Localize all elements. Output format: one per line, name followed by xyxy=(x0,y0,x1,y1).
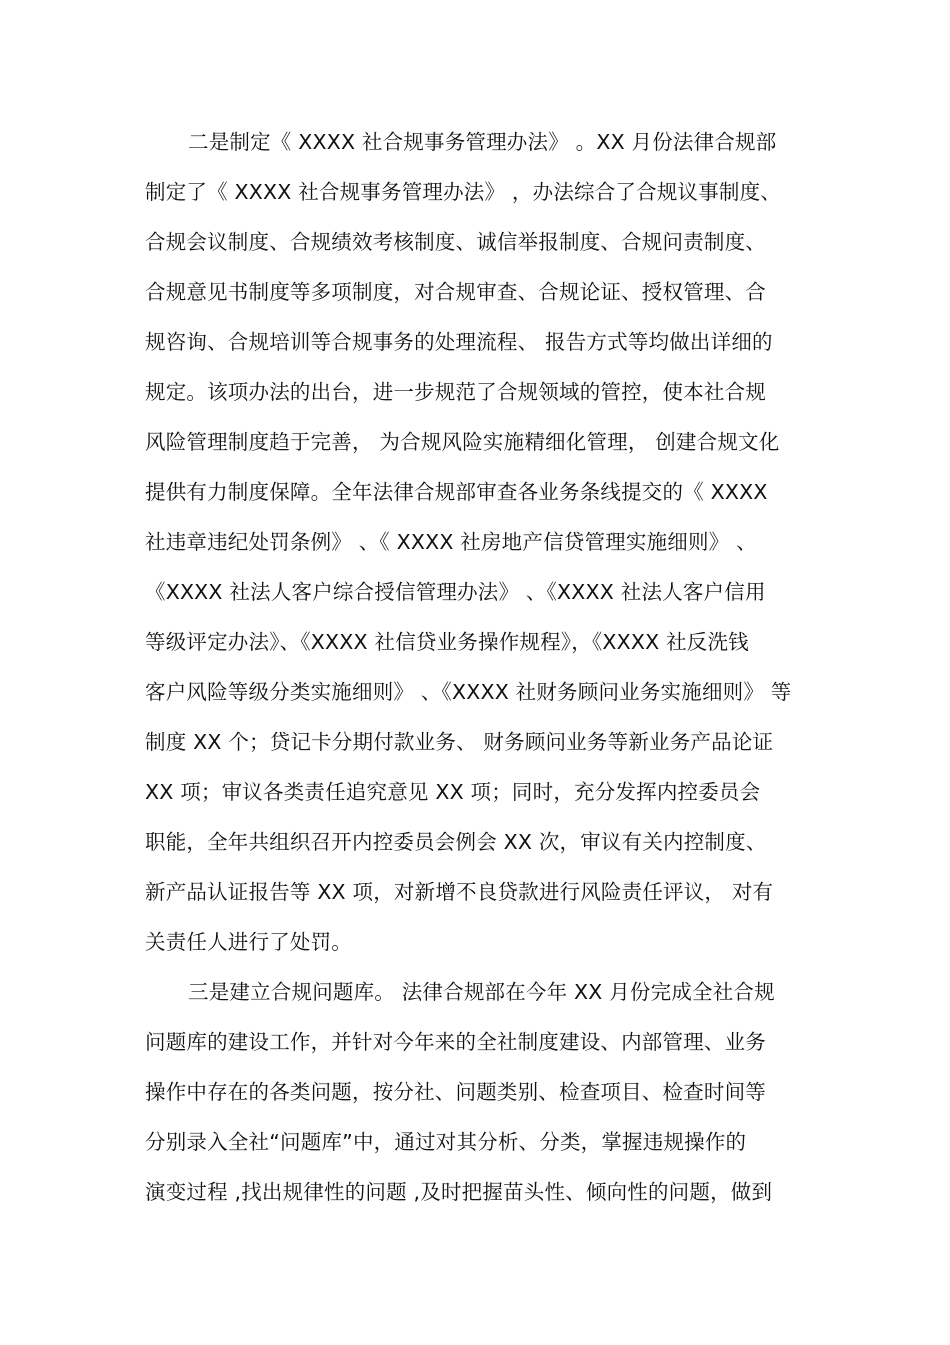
paragraph-1-line-5: 规咨询、合规培训等合规事务的处理流程、 报告方式等均做出详细的 xyxy=(145,330,773,354)
paragraph-1-line-14: XX 项；审议各类责任追究意见 XX 项；同时，充分发挥内控委员会 xyxy=(145,780,761,804)
paragraph-1-line-15: 职能，全年共组织召开内控委员会例会 XX 次，审议有关内控制度、 xyxy=(145,830,767,854)
paragraph-2-line-4: 分别录入全社“问题库”中，通过对其分析、分类，掌握违规操作的 xyxy=(145,1130,747,1154)
paragraph-1-line-2: 制定了《 XXXX 社合规事务管理办法》 ，办法综合了合规议事制度、 xyxy=(145,180,782,204)
paragraph-1-line-11: 等级评定办法》、《XXXX 社信贷业务操作规程》，《XXXX 社反洗钱 xyxy=(145,630,749,654)
paragraph-1-line-10: 《XXXX 社法人客户综合授信管理办法》 、《XXXX 社法人客户信用 xyxy=(145,580,766,604)
paragraph-1-line-7: 风险管理制度趋于完善， 为合规风险实施精细化管理， 创建合规文化 xyxy=(145,430,780,454)
paragraph-2-line-2: 问题库的建设工作，并针对今年来的全社制度建设、内部管理、业务 xyxy=(145,1030,766,1054)
paragraph-1-line-4: 合规意见书制度等多项制度，对合规审查、合规论证、授权管理、合 xyxy=(145,280,766,304)
paragraph-2-line-3: 操作中存在的各类问题，按分社、问题类别、检查项目、检查时间等 xyxy=(145,1080,766,1104)
paragraph-2-line-5: 演变过程 ,找出规律性的问题 ,及时把握苗头性、倾向性的问题，做到 xyxy=(145,1180,773,1204)
paragraph-1-line-12: 客户风险等级分类实施细则》 、《XXXX 社财务顾问业务实施细则》 等 xyxy=(145,680,792,704)
paragraph-1-line-1: 二是制定《 XXXX 社合规事务管理办法》 。XX 月份法律合规部 xyxy=(188,130,777,154)
paragraph-1-line-6: 规定。该项办法的出台，进一步规范了合规领域的管控，使本社合规 xyxy=(145,380,766,404)
paragraph-1-line-3: 合规会议制度、合规绩效考核制度、诚信举报制度、合规问责制度、 xyxy=(145,230,766,254)
paragraph-2-line-1: 三是建立合规问题库。 法律合规部在今年 XX 月份完成全社合规 xyxy=(188,980,775,1004)
paragraph-1-line-13: 制度 XX 个；贷记卡分期付款业务、 财务顾问业务等新业务产品论证 xyxy=(145,730,774,754)
paragraph-1-line-17: 关责任人进行了处罚。 xyxy=(145,930,352,954)
paragraph-1-line-16: 新产品认证报告等 XX 项，对新增不良贷款进行风险责任评议， 对有 xyxy=(145,880,774,904)
paragraph-1-line-8: 提供有力制度保障。全年法律合规部审查各业务条线提交的《 XXXX xyxy=(145,480,768,504)
paragraph-1-line-9: 社违章违纪处罚条例》 、《 XXXX 社房地产信贷管理实施细则》 、 xyxy=(145,530,757,554)
